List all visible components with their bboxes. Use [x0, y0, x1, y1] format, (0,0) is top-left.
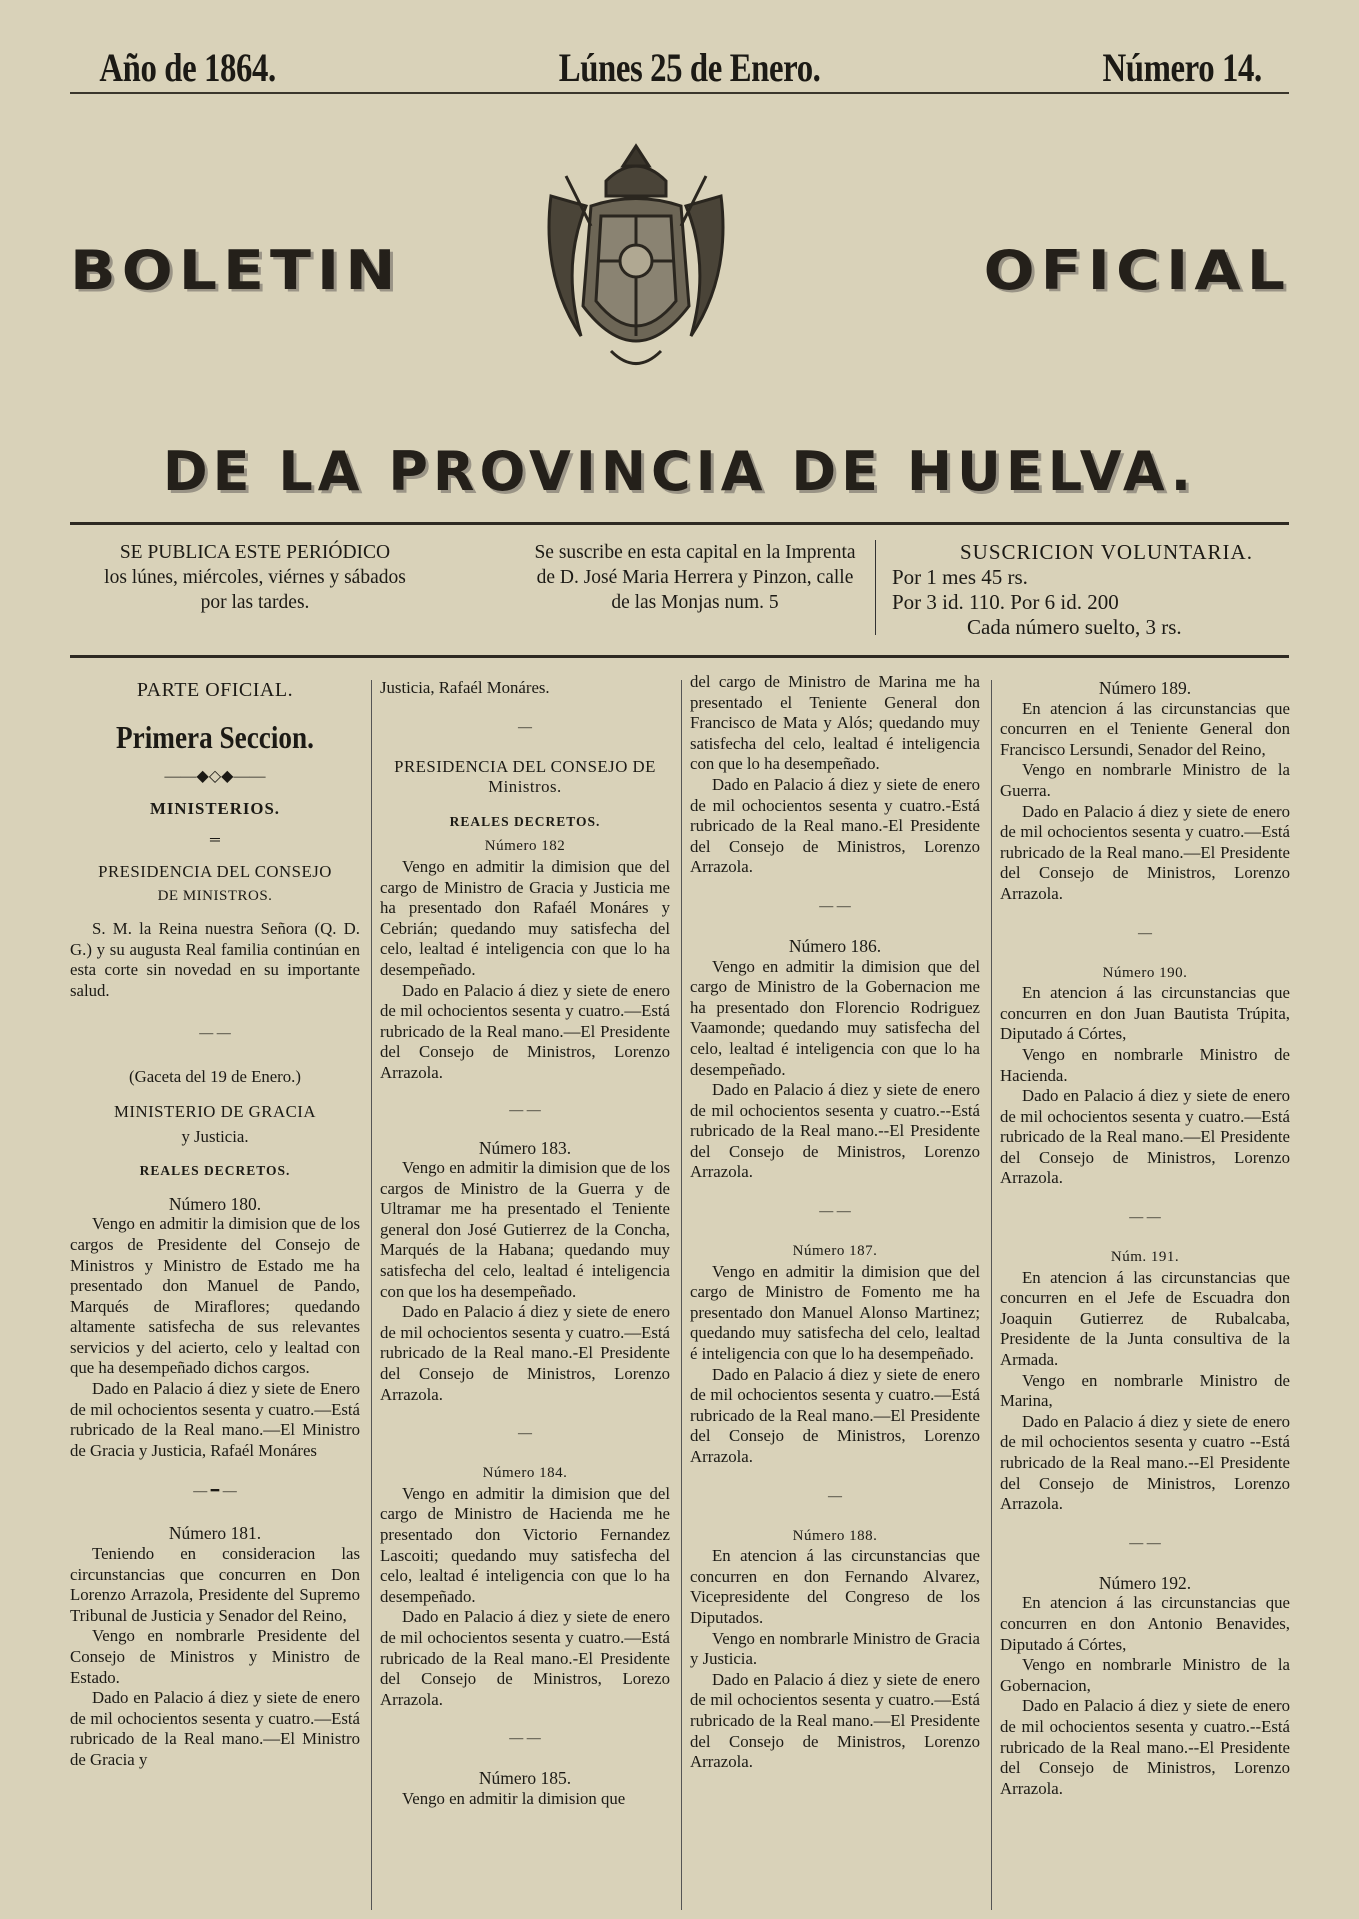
decree-text: Vengo en nombrarle Ministro de Marina, [1000, 1370, 1290, 1411]
decree-number: Número 192. [1098, 1572, 1192, 1593]
divider: — [518, 719, 532, 735]
column-4 [1000, 670, 1290, 1799]
divider: — — [819, 898, 851, 914]
divider: — — [509, 1731, 541, 1747]
heading-ministerio: MINISTERIO DE GRACIA [113, 1101, 317, 1121]
heading-ministerio-2: y Justicia. [181, 1126, 249, 1146]
issue-number: Número 14. [1102, 44, 1262, 90]
schedule-line: SE PUBLICA ESTE PERIÓDICO [119, 542, 391, 563]
heading-presidencia-2: DE MINISTROS. [157, 888, 273, 905]
column-divider [681, 680, 682, 1910]
rule-bottom [70, 655, 1289, 658]
masthead-right: OFICIAL [983, 239, 1291, 303]
decree-text: Vengo en admitir la dimision que del cargo de Ministro de la Gobernacion me ha presentado don Florencio Rodriguez Vaamonde; quedando muy satisfecha del celo, lealtad é inteligencia con que lo ha desempeñado. [690, 956, 980, 1079]
masthead-subtitle: DE LA PROVINCIA DE HUELVA. [162, 440, 1197, 503]
decree-text: Vengo en nombrarle Ministro de la Guerra. [1000, 760, 1290, 800]
publication-schedule [70, 540, 440, 615]
section-parte: PARTE OFICIAL. [136, 679, 294, 701]
heading-presidencia: PRESIDENCIA DEL CONSEJO DE Ministros. [394, 756, 656, 797]
decree-number: Número 184. [482, 1465, 568, 1482]
decree-text: Vengo en admitir la dimision que [402, 1788, 626, 1808]
decree-text: Vengo en admitir la dimision que del cargo de Ministro de Gracia y Justicia me ha presentado don Rafaél Monáres y Cebrián; quedando muy satisfecha del celo, lealtad é inteligencia con que lo ha desempeñado. [380, 856, 670, 979]
decree-number: Número 187. [792, 1243, 878, 1260]
decree-text: Dado en Palacio á diez y siete de enero de mil ochocientos sesenta y cuatro.-Está rubricado de la Real mano.-El Presidente del Consejo de Ministros, Lorenzo Arrazola. [690, 774, 980, 877]
decree-text: En atencion á las circunstancias que concurren en don Juan Bautista Trúpita, Diputado á Córtes, [1000, 983, 1290, 1044]
address-line: de D. José Maria Herrera y Pinzon, calle [536, 567, 854, 588]
decree-number: Número 180. [168, 1193, 262, 1214]
decree-number: Número 182 [484, 838, 566, 855]
decree-text: Dado en Palacio á diez y siete de enero de mil ochocientos sesenta y cuatro.—Está rubricado de la Real mano.—El Ministro de Gracia y [70, 1688, 360, 1769]
decree-text: Dado en Palacio á diez y siete de enero de mil ochocientos sesenta y cuatro.—Está rubricado de la Real mano.—El Presidente del Consejo de Ministros, Lorenzo Arrazola. [690, 1669, 980, 1772]
decree-number: Número 186. [788, 935, 882, 956]
decree-text: del cargo de Ministro de Marina me ha presentado el Teniente General don Francisco de Mata y Alós; quedando muy satisfecha del celo, lealtad é inteligencia con que lo ha desempeñado. [690, 672, 980, 774]
ornament: ——◆◇◆—— [164, 767, 266, 785]
address-line: de las Monjas num. 5 [611, 592, 779, 613]
rate-line: Cada número suelto, 3 rs. [967, 615, 1182, 639]
decree-text: Dado en Palacio á diez y siete de enero de mil ochocientos sesenta y cuatro.—Está rubricado de la Real mano.—El Presidente del Consejo de Ministros, Lorenzo Arrazola. [380, 980, 670, 1082]
heading-reales: REALES DECRETOS. [139, 1163, 291, 1179]
decree-text: Vengo en nombrarle Ministro de Gracia y Justicia. [690, 1628, 980, 1669]
divider: — [1138, 925, 1152, 941]
divider: — — [819, 1204, 851, 1220]
decree-text: Vengo en admitir la dimision que de los cargos de Presidente del Consejo de Ministros y Ministro de Estado me ha presentado don Manuel de Pando, Marqués de Miraflores; quedando altamente satisfecha de sus relevantes servicios y del acierto, celo y lealtad con que ha desempeñado dichos cargos. [70, 1214, 360, 1378]
royal-crest-icon [531, 136, 741, 386]
column-divider [371, 680, 372, 1910]
schedule-line: los lúnes, miércoles, viérnes y sábados [104, 567, 406, 588]
decree-number: Número 189. [1098, 678, 1192, 698]
decree-text: Justicia, Rafaél Monáres. [380, 678, 550, 697]
divider: ═ [210, 832, 220, 848]
decree-text: En atencion á las circunstancias que concurren en don Fernando Alvarez, Vicepresidente del Congreso de los Diputados. [690, 1546, 980, 1627]
subscription-address [450, 540, 940, 615]
divider: — [828, 1488, 842, 1504]
heading-presidencia: PRESIDENCIA DEL CONSEJO [98, 861, 332, 881]
year-label: Año de 1864. [99, 44, 276, 90]
decree-number: Núm. 191. [1110, 1249, 1180, 1266]
decree-text: Dado en Palacio á diez y siete de enero de mil ochocientos sesenta y cuatro.—Está rubricado de la Real mano.-El Presidente del Consejo de Ministros, Lorenzo Arrazola. [380, 1302, 670, 1404]
divider: — — [1129, 1535, 1161, 1551]
decree-text: Dado en Palacio á diez y siete de enero de mil ochocientos sesenta y cuatro.--Está rubricado de la Real mano.--El Presidente del Consejo de Ministros, Lorenzo Arrazola. [1000, 1696, 1290, 1798]
decree-text: Dado en Palacio á diez y siete de enero de mil ochocientos sesenta y cuatro.—Está rubricado de la Real mano.—El Presidente del Consejo de Ministros, Lorenzo Arrazola. [1000, 801, 1290, 903]
decree-text: Vengo en nombrarle Ministro de Hacienda. [1000, 1044, 1290, 1085]
heading-reales: REALES DECRETOS. [449, 813, 601, 829]
rate-line: Por 3 id. 110. Por 6 id. 200 [892, 590, 1119, 614]
decree-number: Número 183. [478, 1137, 572, 1158]
decree-number: Número 185. [478, 1768, 572, 1789]
decree-text: Vengo en nombrarle Ministro de la Gobernacion, [1000, 1655, 1290, 1695]
decree-number: Número 188. [792, 1527, 878, 1544]
column-3 [690, 670, 980, 1773]
decree-text: Vengo en admitir la dimision que de los cargos de Ministro de la Guerra y de Ultramar me ha presentado el Teniente general don José Gutierrez de la Concha, Marqués de la Habana; quedando muy satisfecha del celo, lealtad é inteligencia con que los ha desempeñado. [380, 1158, 670, 1301]
rate-line: Por 1 mes 45 rs. [892, 565, 1028, 589]
publication-info [70, 540, 1289, 655]
paragraph-salud: S. M. la Reina nuestra Señora (Q. D. G.) y su augusta Real familia continúan en esta corte sin novedad en su importante salud. [70, 918, 360, 1000]
rates-title: SUSCRICION VOLUNTARIA. [960, 540, 1253, 564]
top-rule [70, 92, 1289, 94]
decree-text: Dado en Palacio á diez y siete de enero de mil ochocientos sesenta y cuatro.—Está rubricado de la Real mano.-El Presidente del Consejo de Ministros, Lorezo Arrazola. [380, 1607, 670, 1709]
decree-number: Número 181. [168, 1523, 262, 1544]
date-label: Lúnes 25 de Enero. [559, 44, 821, 90]
decree-text: En atencion á las circunstancias que concurren en el Teniente General don Francisco Lersundi, Senador del Reino, [1000, 698, 1290, 759]
divider: — — [199, 1026, 231, 1042]
column-2 [380, 670, 670, 1810]
subscription-rates [892, 540, 1312, 640]
decree-text: Dado en Palacio á diez y siete de Enero de mil ochocientos sesenta y cuatro.—Está rubricado de la Real mano.—El Ministro de Gracia y Justicia, Rafaél Monáres [70, 1379, 360, 1460]
decree-text: En atencion á las circunstancias que concurren en don Antonio Benavides, Diputado á Córtes, [1000, 1593, 1290, 1654]
decree-text: Dado en Palacio á diez y siete de enero de mil ochocientos sesenta y cuatro.—Está rubricado de la Real mano.—El Presidente del Consejo de Ministros, Lorenzo Arrazola. [690, 1364, 980, 1466]
decree-text: Vengo en admitir la dimision que del cargo de Ministro de Fomento me ha presentado don Manuel Alonso Martinez; quedando muy satisfecha del celo, lealtad é inteligencia con que lo ha desempeñado. [690, 1261, 980, 1364]
column-1 [70, 670, 360, 1771]
decree-text: Vengo en admitir la dimision que del cargo de Ministro de Hacienda me he presentado don Victorio Fernandez Lascoiti; quedando muy satisfecha del celo, lealtad é inteligencia con que lo ha desempeñado. [380, 1483, 670, 1606]
heading-ministerios: MINISTERIOS. [150, 799, 280, 819]
info-divider [875, 540, 876, 635]
decree-text: Vengo en nombrarle Presidente del Consejo de Ministros y Ministro de Estado. [70, 1626, 360, 1687]
rule-mid [70, 522, 1289, 525]
divider: — ━ — [193, 1484, 237, 1500]
decree-text: Dado en Palacio á diez y siete de enero de mil ochocientos sesenta y cuatro.--Está rubricado de la Real mano.--El Presidente del Consejo de Ministros, Lorenzo Arrazola. [690, 1080, 980, 1182]
divider: — [518, 1426, 532, 1442]
decree-text: Dado en Palacio á diez y siete de enero de mil ochocientos sesenta y cuatro.—Está rubricado de la Real mano.—El Presidente del Consejo de Ministros, Lorenzo Arrazola. [1000, 1086, 1290, 1188]
masthead-left: BOLETIN [70, 239, 402, 303]
schedule-line: por las tardes. [200, 592, 310, 613]
decree-text: En atencion á las circunstancias que concurren en el Jefe de Escuadra don Joaquin Gutierrez de Rubalcaba, Presidente de la Junta consultiva de la Armada. [1000, 1267, 1290, 1370]
column-divider [991, 680, 992, 1910]
address-line: Se suscribe en esta capital en la Imprenta [534, 542, 856, 563]
article-columns [70, 670, 1315, 1910]
divider: — — [1129, 1210, 1161, 1226]
decree-number: Número 190. [1102, 964, 1188, 981]
decree-text: Teniendo en consideracion las circunstancias que concurren en Don Lorenzo Arrazola, Presidente del Supremo Tribunal de Justicia y Senador del Reino, [70, 1544, 360, 1625]
section-title: Primera Seccion. [116, 718, 314, 755]
gaceta-label: (Gaceta del 19 de Enero.) [129, 1067, 301, 1087]
decree-text: Dado en Palacio á diez y siete de enero de mil ochocientos sesenta y cuatro --Está rubricado de la Real mano.--El Presidente del Consejo de Ministros, Lorenzo Arrazola. [1000, 1411, 1290, 1514]
dateline [80, 42, 1279, 92]
divider: — — [509, 1102, 541, 1118]
